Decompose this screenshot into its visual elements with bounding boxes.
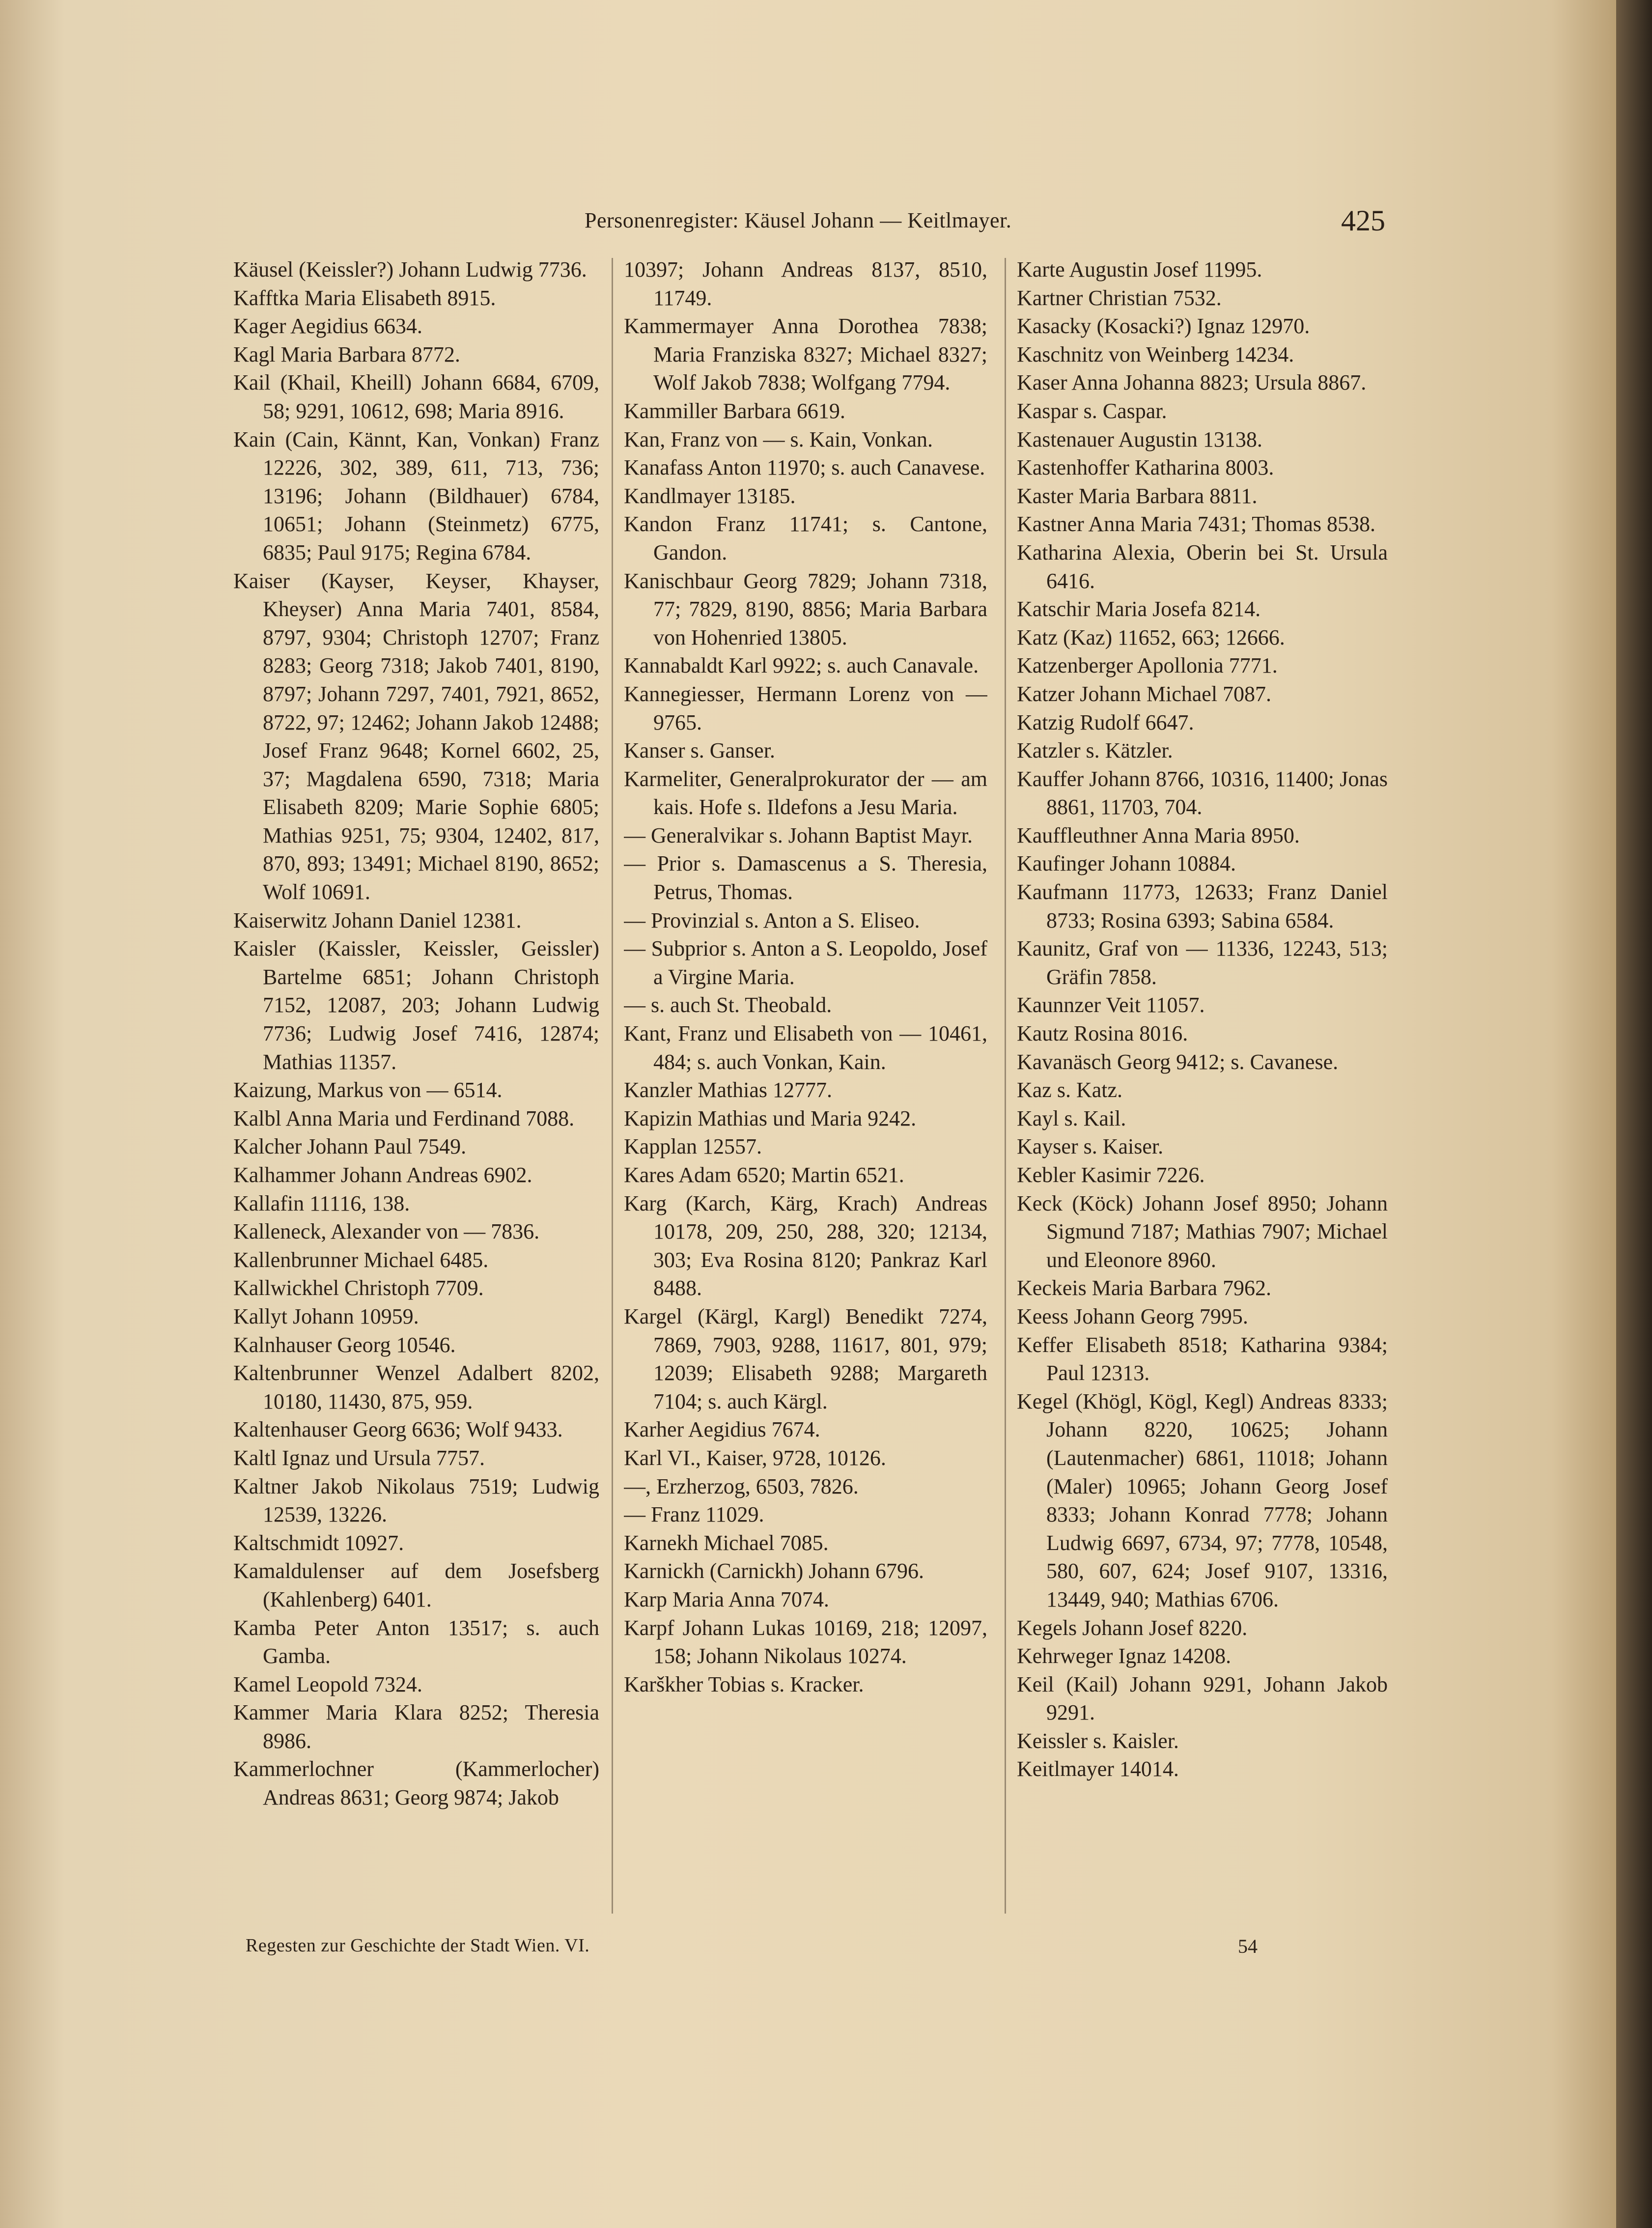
index-entry: Kaizung, Markus von — 6514. — [233, 1078, 503, 1102]
index-entry: Kammermayer Anna Dorothea 7838; Maria Franziska 8327; Michael 8327; Wolf Jakob 7838; Wolfgang 7794. — [624, 314, 987, 395]
index-entry: Kasacky (Kosacki?) Ignaz 12970. — [1017, 314, 1310, 338]
column-divider — [612, 258, 613, 1914]
index-entry: Kaunitz, Graf von — 11336, 12243, 513; Gräfin 7858. — [1017, 936, 1388, 989]
index-column-3 — [1017, 255, 1388, 1916]
index-entry: Katz (Kaz) 11652, 663; 12666. — [1017, 625, 1285, 649]
running-title: Personenregister: Käusel Johann — Keitlmayer. — [585, 208, 1012, 232]
index-entry: — Provinzial s. Anton a S. Eliseo. — [624, 908, 920, 932]
index-entry: Kalcher Johann Paul 7549. — [233, 1134, 467, 1159]
index-entry: —, Erzherzog, 6503, 7826. — [624, 1474, 859, 1498]
index-entry: — s. auch St. Theobald. — [624, 993, 832, 1017]
index-entry: Kaster Maria Barbara 8811. — [1017, 483, 1258, 508]
index-entry: Karl VI., Kaiser, 9728, 10126. — [624, 1445, 886, 1470]
index-entry: Kannabaldt Karl 9922; s. auch Canavale. — [624, 653, 979, 678]
index-entry: Kargel (Kärgl, Kargl) Benedikt 7274, 7869, 7903, 9288, 11617, 801, 979; 12039; Elisabeth 9288; Margareth 7104; s. auch Kärgl. — [624, 1304, 987, 1413]
index-entry: Kail (Khail, Kheill) Johann 6684, 6709, 58; 9291, 10612, 698; Maria 8916. — [233, 370, 599, 423]
page-number: 425 — [1341, 204, 1385, 237]
index-column-2 — [624, 255, 987, 1916]
index-entry: Katschir Maria Josefa 8214. — [1017, 597, 1261, 621]
index-entry: Karher Aegidius 7674. — [624, 1417, 820, 1442]
index-entry: Kaltenhauser Georg 6636; Wolf 9433. — [233, 1417, 563, 1442]
index-entry: Kehrweger Ignaz 14208. — [1017, 1644, 1232, 1668]
index-entry: — Generalvikar s. Johann Baptist Mayr. — [624, 823, 973, 847]
index-entry: Kares Adam 6520; Martin 6521. — [624, 1163, 904, 1187]
index-entry: Karte Augustin Josef 11995. — [1017, 257, 1262, 282]
index-entry: Kallafin 11116, 138. — [233, 1191, 410, 1215]
index-entry: Kamel Leopold 7324. — [233, 1672, 422, 1696]
index-entry: Kartner Christian 7532. — [1017, 285, 1222, 310]
index-entry: Kammer Maria Klara 8252; Theresia 8986. — [233, 1700, 599, 1753]
index-entry: — Subprior s. Anton a S. Leopoldo, Josef a Virgine Maria. — [624, 936, 987, 989]
index-entry: Keess Johann Georg 7995. — [1017, 1304, 1248, 1328]
index-entry: Kafftka Maria Elisabeth 8915. — [233, 285, 496, 310]
index-entry: Kastenhoffer Katharina 8003. — [1017, 455, 1274, 480]
index-entry: Keil (Kail) Johann 9291, Johann Jakob 9291. — [1017, 1672, 1388, 1725]
index-entry: Kain (Cain, Kännt, Kan, Vonkan) Franz 12226, 302, 389, 611, 713, 736; 13196; Johann (Bildhauer) 6784, 10651; Johann (Steinmetz) 6775, 6835; Paul 9175; Regina 6784. — [233, 427, 599, 564]
index-entry: Kaunnzer Veit 11057. — [1017, 993, 1205, 1017]
index-entry: Karg (Karch, Kärg, Krach) Andreas 10178, 209, 250, 288, 320; 12134, 303; Eva Rosina 8120; Pankraz Karl 8488. — [624, 1191, 987, 1300]
index-entry: Karnekh Michael 7085. — [624, 1530, 829, 1555]
index-entry: Kegels Johann Josef 8220. — [1017, 1615, 1248, 1640]
index-entry: Kaiserwitz Johann Daniel 12381. — [233, 908, 522, 932]
index-entry: 10397; Johann Andreas 8137, 8510, 11749. — [624, 257, 987, 310]
index-entry: Kastenauer Augustin 13138. — [1017, 427, 1262, 451]
index-entry: Karmeliter, Generalprokurator der — am kais. Hofe s. Ildefons a Jesu Maria. — [624, 766, 987, 819]
index-entry: Kastner Anna Maria 7431; Thomas 8538. — [1017, 512, 1375, 536]
index-entry: Kagl Maria Barbara 8772. — [233, 342, 460, 367]
index-entry: Kayser s. Kaiser. — [1017, 1134, 1164, 1159]
index-entry: Kamba Peter Anton 13517; s. auch Gamba. — [233, 1615, 599, 1668]
index-entry: Kaser Anna Johanna 8823; Ursula 8867. — [1017, 370, 1367, 395]
index-entry: Kaisler (Kaissler, Keissler, Geissler) Bartelme 6851; Johann Christoph 7152, 12087, 203; Johann Ludwig 7736; Ludwig Josef 7416, 12874; Mathias 11357. — [233, 936, 599, 1074]
index-column-1 — [233, 255, 599, 1916]
index-entry: — Franz 11029. — [624, 1502, 764, 1527]
index-entry: Kalbl Anna Maria und Ferdinand 7088. — [233, 1106, 575, 1130]
index-entry: Kaltenbrunner Wenzel Adalbert 8202, 10180, 11430, 875, 959. — [233, 1361, 599, 1413]
index-entry: Karpf Johann Lukas 10169, 218; 12097, 158; Johann Nikolaus 10274. — [624, 1615, 987, 1668]
index-entry: Kaltner Jakob Nikolaus 7519; Ludwig 12539, 13226. — [233, 1474, 599, 1527]
index-entry: Käusel (Keissler?) Johann Ludwig 7736. — [233, 257, 587, 282]
index-entry: Keissler s. Kaisler. — [1017, 1728, 1179, 1753]
index-entry: Kayl s. Kail. — [1017, 1106, 1126, 1130]
index-entry: Karnickh (Carnickh) Johann 6796. — [624, 1559, 924, 1583]
index-entry: Kaltschmidt 10927. — [233, 1530, 404, 1555]
index-entry: — Prior s. Damascenus a S. Theresia, Petrus, Thomas. — [624, 851, 987, 904]
index-entry: Kapizin Mathias und Maria 9242. — [624, 1106, 917, 1130]
index-entry: Kamaldulenser auf dem Josefsberg (Kahlenberg) 6401. — [233, 1559, 599, 1611]
index-entry: Katzenberger Apollonia 7771. — [1017, 653, 1278, 678]
index-entry: Kalhammer Johann Andreas 6902. — [233, 1163, 532, 1187]
index-entry: Kaufinger Johann 10884. — [1017, 851, 1236, 876]
index-entry: Kanzler Mathias 12777. — [624, 1078, 832, 1102]
index-entry: Kannegiesser, Hermann Lorenz von — 9765. — [624, 681, 987, 734]
index-entry: Keckeis Maria Barbara 7962. — [1017, 1276, 1272, 1300]
index-entry: Kallwickhel Christoph 7709. — [233, 1276, 484, 1300]
index-entry: Kaltl Ignaz und Ursula 7757. — [233, 1445, 485, 1470]
index-entry: Katharina Alexia, Oberin bei St. Ursula 6416. — [1017, 540, 1388, 593]
page-header — [580, 199, 1385, 243]
index-entry: Kaschnitz von Weinberg 14234. — [1017, 342, 1294, 367]
index-entry: Kegel (Khögl, Kögl, Kegl) Andreas 8333; Johann 8220, 10625; Johann (Lautenmacher) 6861, 11018; Johann (Maler) 10965; Johann Georg Josef 8333; Johann Konrad 7778; Johann Ludwig 6697, 6734, 97; 7778, 10548, 580, 607, 624; Josef 9107, 13316, 13449, 940; Mathias 6706. — [1017, 1389, 1388, 1611]
index-entry: Kauffer Johann 8766, 10316, 11400; Jonas 8861, 11703, 704. — [1017, 766, 1388, 819]
index-entry: Kautz Rosina 8016. — [1017, 1021, 1188, 1046]
index-entry: Kapplan 12557. — [624, 1134, 762, 1159]
index-entry: Karškher Tobias s. Kracker. — [624, 1672, 864, 1696]
index-entry: Karp Maria Anna 7074. — [624, 1587, 829, 1611]
index-entry: Kauffleuthner Anna Maria 8950. — [1017, 823, 1300, 847]
index-entry: Kant, Franz und Elisabeth von — 10461, 484; s. auch Vonkan, Kain. — [624, 1021, 987, 1074]
index-entry: Katzler s. Kätzler. — [1017, 738, 1173, 763]
column-divider — [1005, 258, 1006, 1914]
index-entry: Kanischbaur Georg 7829; Johann 7318, 77; 7829, 8190, 8856; Maria Barbara von Hohenried 13805. — [624, 568, 987, 649]
index-entry: Keck (Köck) Johann Josef 8950; Johann Sigmund 7187; Mathias 7907; Michael und Eleonore 8960. — [1017, 1191, 1388, 1272]
index-entry: Keffer Elisabeth 8518; Katharina 9384; Paul 12313. — [1017, 1332, 1388, 1385]
series-title: Regesten zur Geschichte der Stadt Wien. VI. — [246, 1935, 590, 1956]
index-entry: Kammiller Barbara 6619. — [624, 398, 845, 423]
book-edge — [1616, 0, 1652, 2228]
index-entry: Kanafass Anton 11970; s. auch Canavese. — [624, 455, 985, 480]
signature-mark: 54 — [1238, 1935, 1258, 1957]
index-entry: Kandlmayer 13185. — [624, 483, 796, 508]
index-entry: Kebler Kasimir 7226. — [1017, 1163, 1205, 1187]
index-entry: Kalleneck, Alexander von — 7836. — [233, 1219, 540, 1244]
index-entry: Keitlmayer 14014. — [1017, 1757, 1179, 1781]
index-entry: Kaufmann 11773, 12633; Franz Daniel 8733; Rosina 6393; Sabina 6584. — [1017, 880, 1388, 932]
index-entry: Kanser s. Ganser. — [624, 738, 775, 763]
index-entry: Kallenbrunner Michael 6485. — [233, 1247, 489, 1272]
index-entry: Kaz s. Katz. — [1017, 1078, 1123, 1102]
index-entry: Kalnhauser Georg 10546. — [233, 1332, 456, 1357]
index-entry: Kandon Franz 11741; s. Cantone, Gandon. — [624, 512, 987, 564]
index-entry: Kager Aegidius 6634. — [233, 314, 422, 338]
index-entry: Kallyt Johann 10959. — [233, 1304, 419, 1328]
index-entry: Katzer Johann Michael 7087. — [1017, 681, 1272, 706]
index-entry: Kaspar s. Caspar. — [1017, 398, 1167, 423]
index-entry: Kan, Franz von — s. Kain, Vonkan. — [624, 427, 933, 451]
index-entry: Katzig Rudolf 6647. — [1017, 710, 1194, 734]
index-entry: Kavanäsch Georg 9412; s. Cavanese. — [1017, 1049, 1339, 1074]
index-entry: Kaiser (Kayser, Keyser, Khayser, Kheyser) Anna Maria 7401, 8584, 8797, 9304; Christoph 12707; Franz 8283; Georg 7318; Jakob 7401, 8190, 8797; Johann 7297, 7401, 7921, 8652, 8722, 97; 12462; Johann Jakob 12488; Josef Franz 9648; Kornel 6602, 25, 37; Magdalena 6590, 7318; Maria Elisabeth 8209; Marie Sophie 6805; Mathias 9251, 75; 9304, 12402, 817, 870, 893; 13491; Michael 8190, 8652; Wolf 10691. — [233, 568, 599, 904]
index-entry: Kammerlochner (Kammerlocher) Andreas 8631; Georg 9874; Jakob — [233, 1757, 599, 1810]
